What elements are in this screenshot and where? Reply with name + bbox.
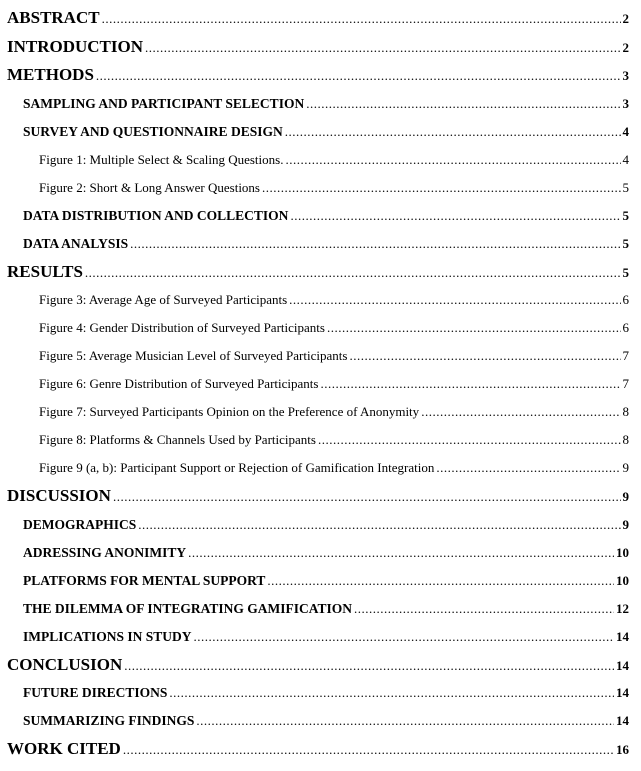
toc-page-number: 5 xyxy=(622,264,629,280)
toc-page-number: 16 xyxy=(616,742,629,757)
toc-entry-label: ABSTRACT xyxy=(7,8,100,27)
toc-entry-anonimity[interactable] xyxy=(7,539,629,567)
toc-entry-conclusion[interactable] xyxy=(7,651,629,680)
toc-dot-leader xyxy=(354,595,614,623)
toc-entry-introduction[interactable] xyxy=(7,33,629,62)
toc-page-number: 2 xyxy=(622,39,629,55)
toc-dot-leader xyxy=(196,707,614,735)
toc-entry-label: DATA DISTRIBUTION AND COLLECTION xyxy=(23,207,289,223)
toc-entry-label: Figure 8: Platforms & Channels Used by Participants xyxy=(39,432,316,447)
toc-page-number: 7 xyxy=(622,376,629,391)
toc-entry-label: Figure 5: Average Musician Level of Surveyed Participants xyxy=(39,348,348,363)
table-of-contents xyxy=(7,4,629,764)
toc-entry-sampling[interactable] xyxy=(7,90,629,118)
toc-entry-figure-5[interactable] xyxy=(7,342,629,370)
toc-page-number: 3 xyxy=(622,68,629,83)
toc-entry-label: RESULTS xyxy=(7,261,83,281)
toc-dot-leader xyxy=(306,90,620,118)
toc-dot-leader xyxy=(320,370,620,398)
toc-dot-leader xyxy=(349,342,620,370)
toc-entry-label: CONCLUSION xyxy=(7,654,123,674)
toc-entry-future-directions[interactable] xyxy=(7,679,629,707)
toc-entry-summarizing-findings[interactable] xyxy=(7,707,629,735)
toc-entry-label: IMPLICATIONS IN STUDY xyxy=(23,628,192,644)
toc-page-number: 10 xyxy=(616,544,629,560)
toc-entry-figure-3[interactable] xyxy=(7,286,629,314)
toc-page-number: 6 xyxy=(622,292,629,307)
toc-entry-demographics[interactable] xyxy=(7,511,629,539)
toc-page-number: 8 xyxy=(622,404,629,419)
toc-dot-leader xyxy=(194,623,614,651)
toc-dot-leader xyxy=(124,652,614,680)
toc-entry-label: THE DILEMMA OF INTEGRATING GAMIFICATION xyxy=(23,600,353,616)
toc-page-number: 7 xyxy=(622,348,629,363)
toc-dot-leader xyxy=(123,736,614,764)
toc-entry-figure-2[interactable] xyxy=(7,174,629,202)
toc-entry-label: WORK CITED xyxy=(7,739,121,758)
toc-entry-label: FUTURE DIRECTIONS xyxy=(23,685,168,700)
toc-dot-leader xyxy=(262,174,621,202)
toc-entry-label: SAMPLING AND PARTICIPANT SELECTION xyxy=(23,95,305,111)
toc-entry-label: PLATFORMS FOR MENTAL SUPPORT xyxy=(23,572,266,588)
toc-page-number: 5 xyxy=(622,179,629,195)
toc-dot-leader xyxy=(436,454,620,482)
toc-dot-leader xyxy=(327,314,621,342)
toc-dot-leader xyxy=(285,118,621,146)
toc-dot-leader xyxy=(96,62,621,90)
toc-entry-methods[interactable] xyxy=(7,61,629,90)
toc-page-number: 14 xyxy=(616,685,629,700)
toc-dot-leader xyxy=(145,34,620,62)
toc-entry-label: Figure 4: Gender Distribution of Surveyed Participants xyxy=(39,320,325,335)
toc-page-number: 14 xyxy=(616,628,629,644)
toc-page-number: 3 xyxy=(622,95,629,111)
toc-entry-label: DISCUSSION xyxy=(7,486,111,505)
toc-dot-leader xyxy=(113,483,621,511)
toc-entry-figure-8[interactable] xyxy=(7,426,629,454)
toc-entry-label: DEMOGRAPHICS xyxy=(23,516,137,532)
toc-page-number: 2 xyxy=(622,11,629,26)
toc-entry-label: ADRESSING ANONIMITY xyxy=(23,544,187,560)
toc-page-number: 6 xyxy=(622,320,629,335)
toc-entry-gamification[interactable] xyxy=(7,595,629,623)
toc-dot-leader xyxy=(267,567,614,595)
toc-page-number: 5 xyxy=(622,235,629,251)
toc-entry-results[interactable] xyxy=(7,258,629,287)
toc-dot-leader xyxy=(188,539,614,567)
toc-entry-label: SUMMARIZING FINDINGS xyxy=(23,713,195,728)
toc-dot-leader xyxy=(138,511,620,539)
toc-page-number: 8 xyxy=(622,432,629,447)
toc-entry-label: Figure 7: Surveyed Participants Opinion on the Preference of Anonymity xyxy=(39,404,420,419)
toc-entry-abstract[interactable] xyxy=(7,4,629,33)
toc-page-number: 9 xyxy=(622,489,629,504)
toc-page-number: 14 xyxy=(616,713,629,728)
toc-dot-leader xyxy=(130,230,620,258)
toc-entry-figure-4[interactable] xyxy=(7,314,629,342)
toc-page-number: 9 xyxy=(622,516,629,532)
toc-entry-label: Figure 9 (a, b): Participant Support or Rejection of Gamification Integration xyxy=(39,460,435,475)
toc-entry-implications[interactable] xyxy=(7,623,629,651)
toc-dot-leader xyxy=(290,202,620,230)
toc-entry-data-distribution[interactable] xyxy=(7,202,629,230)
toc-entry-work-cited[interactable] xyxy=(7,735,629,764)
toc-entry-label: Figure 1: Multiple Select & Scaling Questions. xyxy=(39,151,284,167)
toc-page-number: 4 xyxy=(622,151,629,167)
toc-entry-figure-7[interactable] xyxy=(7,398,629,426)
toc-entry-label: METHODS xyxy=(7,65,94,84)
toc-page-number: 4 xyxy=(622,123,629,139)
toc-dot-leader xyxy=(169,679,614,707)
toc-dot-leader xyxy=(421,398,620,426)
toc-page-number: 9 xyxy=(622,460,629,475)
toc-entry-figure-6[interactable] xyxy=(7,370,629,398)
toc-entry-survey-design[interactable] xyxy=(7,118,629,146)
toc-dot-leader xyxy=(85,259,621,287)
toc-page-number: 12 xyxy=(616,600,629,616)
toc-entry-label: Figure 3: Average Age of Surveyed Participants xyxy=(39,292,288,307)
toc-entry-platforms[interactable] xyxy=(7,567,629,595)
toc-page-number: 14 xyxy=(616,657,629,673)
toc-entry-figure-9[interactable] xyxy=(7,454,629,482)
toc-entry-label: INTRODUCTION xyxy=(7,36,144,56)
toc-entry-data-analysis[interactable] xyxy=(7,230,629,258)
toc-entry-label: SURVEY AND QUESTIONNAIRE DESIGN xyxy=(23,123,283,139)
toc-page-number: 5 xyxy=(622,207,629,223)
toc-dot-leader xyxy=(102,5,621,33)
toc-entry-label: DATA ANALYSIS xyxy=(23,235,129,251)
toc-entry-label: Figure 2: Short & Long Answer Questions xyxy=(39,179,260,195)
toc-dot-leader xyxy=(318,426,621,454)
toc-page-number: 10 xyxy=(616,572,629,588)
toc-entry-label: Figure 6: Genre Distribution of Surveyed Participants xyxy=(39,376,319,391)
toc-dot-leader xyxy=(285,146,620,174)
toc-entry-discussion[interactable] xyxy=(7,482,629,511)
toc-dot-leader xyxy=(289,286,620,314)
toc-entry-figure-1[interactable] xyxy=(7,146,629,174)
